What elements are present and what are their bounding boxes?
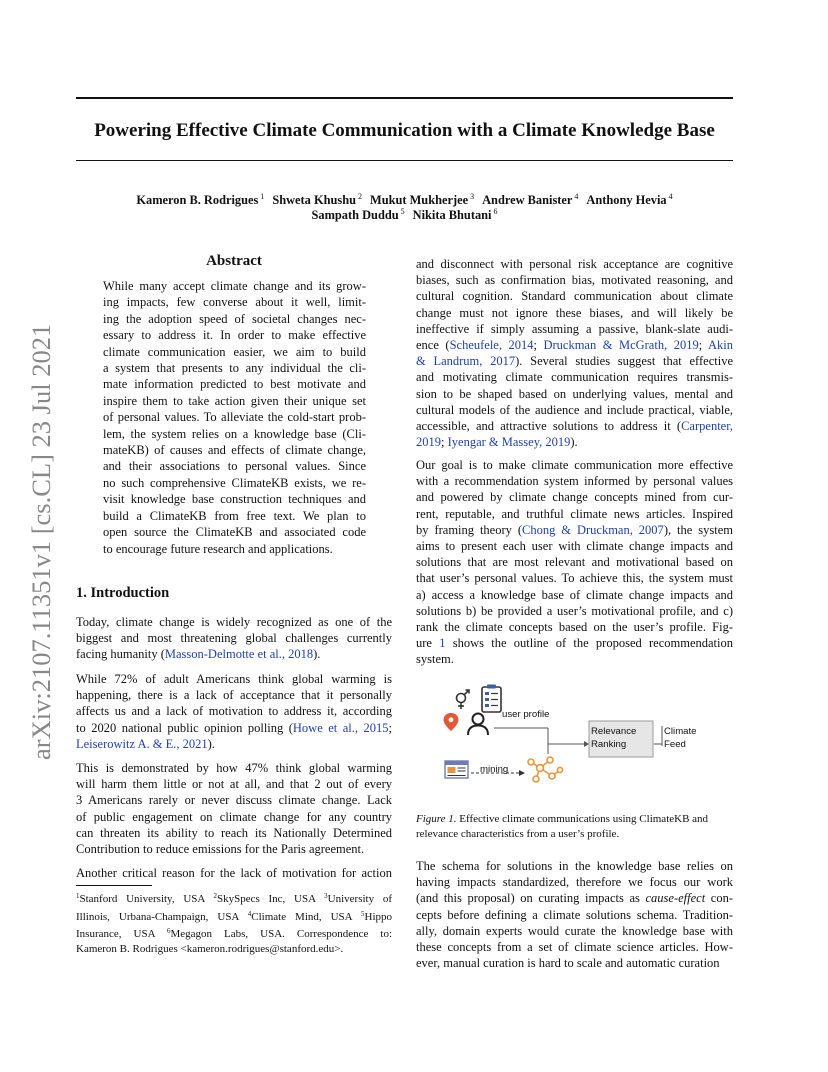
text-segment: ;: [441, 435, 448, 450]
authors-line-2: [76, 207, 733, 223]
text-segment: accessible, and attractive solutions to address it (: [416, 419, 682, 434]
author-name: [272, 193, 362, 207]
text-line: [416, 554, 733, 570]
text-line: [416, 386, 733, 402]
text-segment: ). Several studies suggest that effective: [515, 354, 733, 369]
figure-1-diagram: [416, 682, 733, 790]
citation-link[interactable]: 1: [439, 636, 446, 651]
text-line: [416, 522, 733, 538]
text-line: [76, 776, 392, 792]
text-segment: 3 Americans rarely or never discuss climate change. Lack: [76, 793, 392, 808]
text-line: [416, 603, 733, 619]
text-segment: ).: [313, 647, 321, 662]
author-name: [586, 193, 672, 207]
paper-title: Powering Effective Climate Communication with a Climate Knowledge Base: [94, 120, 715, 141]
text-line: [76, 942, 392, 957]
text-line: [416, 619, 733, 635]
profile-document-icon: [482, 685, 501, 713]
author-name: [370, 193, 474, 207]
text-line: [416, 473, 733, 489]
text-line: [76, 841, 392, 857]
right-paragraph-3: [416, 858, 733, 971]
intro-paragraph-2: [76, 671, 392, 752]
figure-caption-text-1: Effective climate communications using ClimateKB and: [456, 813, 709, 825]
abstract-line: essary to address it. In order to make effective: [103, 328, 366, 343]
intro-paragraph-1: [76, 614, 392, 663]
text-line: [416, 874, 733, 890]
text-segment: a) access a knowledge base of climate change impacts and: [416, 587, 733, 602]
title-top-rule: [76, 97, 733, 99]
text-segment: these concepts from a set of climate science articles. How-: [416, 940, 733, 955]
text-segment: Megagon Labs, USA. Correspondence to:: [170, 928, 392, 941]
text-line: [76, 809, 392, 825]
text-line: [416, 538, 733, 554]
text-line: [76, 671, 392, 687]
text-segment: ever, manual curation is hard to scale and automatic curation: [416, 956, 720, 971]
text-segment: facing humanity (: [76, 647, 165, 662]
text-line: [416, 923, 733, 939]
author-affiliation-number: 1: [260, 192, 265, 201]
text-segment: to 2020 national public opinion polling (: [76, 720, 293, 735]
text-line: [416, 272, 733, 288]
affiliation-superscript: 5: [361, 909, 365, 918]
text-line: [416, 321, 733, 337]
text-segment: that user’s personal values. To achieve this, the system must: [416, 571, 733, 586]
text-segment: shows the outline of the proposed recommendation: [445, 636, 733, 651]
news-article-icon: [445, 761, 468, 778]
text-segment: ;: [698, 338, 709, 353]
citation-link[interactable]: & Landrum, 2017: [416, 354, 516, 369]
figure-output-label-2: Feed: [664, 739, 686, 750]
text-segment: rent, reputable, and truthful climate news articles. Inspired: [416, 506, 733, 521]
abstract-line: climate communication easier, we aim to build: [103, 344, 366, 359]
text-line: [76, 889, 392, 907]
abstract-line: open source the ClimateKB and associated code: [103, 525, 366, 540]
text-line: [416, 305, 733, 321]
text-segment: con-: [705, 891, 733, 906]
figure-mining-label: mining: [480, 764, 509, 775]
text-segment: ).: [207, 736, 215, 751]
figure-output-label-1: Climate: [664, 726, 697, 737]
affiliation-superscript: 4: [247, 909, 252, 918]
citation-link[interactable]: 2019: [416, 435, 441, 450]
text-line: [416, 635, 733, 651]
abstract-line: ing the adoption speed of societal changes nec-: [103, 311, 366, 326]
citation-link[interactable]: Iyengar & Massey, 2019: [447, 435, 571, 450]
text-segment: system.: [416, 652, 454, 667]
author-name-text: Kameron B. Rodrigues: [136, 193, 259, 207]
abstract-line: of personal values. To alleviate the cold-start prob-: [103, 410, 366, 425]
text-segment: aims to present each user with climate change impacts and: [416, 539, 733, 554]
text-segment: and disconnect with personal risk acceptance are cognitive: [416, 257, 733, 271]
text-segment: ;: [533, 338, 544, 353]
text-segment: change must not ignore these biases, and will likely be: [416, 305, 733, 320]
citation-link[interactable]: Scheufele, 2014: [449, 338, 534, 353]
text-segment: ), the system: [663, 522, 733, 537]
knowledge-graph-icon: [528, 757, 563, 782]
text-line: [416, 955, 733, 971]
text-segment: Kameron B. Rodrigues <kameron.rodrigues@stanford.edu>.: [76, 942, 344, 955]
abstract-line: mate information predicted to best motivate and: [103, 377, 366, 392]
text-segment: Illinois, Urbana-Champaign, USA: [76, 910, 248, 923]
text-line: [416, 434, 733, 450]
abstract-line: mateKB) of causes and effects of climate change,: [103, 443, 366, 458]
text-line: [76, 792, 392, 808]
text-line: [416, 353, 733, 369]
text-segment: solutions that are most relevant and motivational based on: [416, 555, 733, 570]
text-segment: ence (: [416, 338, 450, 353]
text-segment: This is demonstrated by how 47% think global warming: [76, 761, 392, 775]
text-segment: The schema for solutions in the knowledge base relies on: [416, 859, 733, 873]
emphasis-text: cause-effect: [645, 891, 706, 906]
text-segment: Today, climate change is widely recognized as one of the: [76, 615, 392, 629]
text-line: [76, 924, 392, 942]
text-segment: of public engagement on climate change for any country: [76, 809, 392, 824]
text-segment: Contribution to reduce emissions for the Paris agreement.: [76, 842, 365, 857]
author-name: [413, 208, 498, 222]
text-segment: cepts before defining a climate solutions schema. Tradition-: [416, 907, 733, 922]
text-line: [416, 939, 733, 955]
text-segment: with a recommendation system informed by personal values: [416, 474, 733, 489]
text-line: [416, 457, 733, 473]
text-segment: Another critical reason for the lack of motivation for action: [76, 866, 392, 880]
affiliation-superscript: 1: [76, 892, 80, 900]
author-affiliation-number: 2: [358, 192, 363, 201]
text-segment: Insurance, USA: [76, 928, 167, 941]
text-line: [76, 614, 392, 630]
citation-link[interactable]: Chong & Druckman, 2007: [522, 522, 664, 537]
abstract-line: inspire them to take action given their unique set: [103, 393, 366, 408]
text-segment: will harm them little or not at all, and that 2 out of every: [76, 777, 392, 792]
footnote-affiliations: [76, 889, 392, 956]
text-segment: ure: [416, 636, 440, 651]
person-icon: [468, 714, 488, 736]
abstract-heading: Abstract: [206, 253, 262, 269]
abstract-line: build a ClimateKB from free text. We plan to: [103, 508, 366, 523]
citation-link[interactable]: Leiserowitz A. & E., 2021: [76, 736, 208, 751]
abstract-body: [103, 278, 366, 557]
text-line: [76, 825, 392, 841]
citation-link[interactable]: Carpenter,: [681, 419, 733, 434]
text-segment: ).: [570, 435, 578, 450]
text-line: [76, 703, 392, 719]
author-name: [312, 208, 405, 222]
text-segment: biases, such as confirmation bias, motivated reasoning, and: [416, 273, 733, 288]
arxiv-sidebar-id: arXiv:2107.11351v1 [cs.CL] 23 Jul 2021: [26, 323, 56, 760]
citation-link[interactable]: Akin: [708, 338, 734, 353]
authors-line-1: [76, 192, 733, 208]
abstract-line: lem, the system relies on a knowledge base (Cli-: [103, 426, 366, 441]
author-affiliation-number: 4: [574, 192, 579, 201]
text-line: [416, 651, 733, 667]
footnote-rule: [76, 885, 152, 886]
author-name: [482, 193, 578, 207]
text-line: [76, 687, 392, 703]
figure-caption-label: Figure 1.: [416, 813, 457, 825]
text-segment: cultural models of the audience and include practical, viable,: [416, 402, 733, 417]
section-heading-introduction: 1. Introduction: [76, 585, 170, 601]
affiliation-superscript: 2: [213, 892, 217, 900]
text-line: [76, 736, 392, 752]
text-line: [416, 858, 733, 874]
gender-symbol-icon: [457, 690, 470, 709]
text-segment: affects us and a lack of motivation to address it, according: [76, 704, 392, 719]
text-line: [416, 907, 733, 923]
text-segment: and motivating climate communication requires transmis-: [416, 370, 733, 385]
intro-paragraph-3: [76, 760, 392, 857]
figure-ranking-label-2: Ranking: [591, 739, 627, 750]
author-name-text: Sampath Duddu: [311, 208, 399, 222]
figure-1-caption: [416, 812, 733, 842]
abstract-line: no such comprehensive ClimateKB exists, we re-: [103, 475, 366, 490]
citation-link[interactable]: Masson-Delmotte et al., 2018: [164, 647, 314, 662]
text-line: [416, 506, 733, 522]
text-line: [416, 489, 733, 505]
text-segment: happening, there is a lack of acceptance that it personally: [76, 688, 392, 703]
abstract-line: a system that presents to any individual the cli-: [103, 361, 366, 376]
author-name-text: Mukut Mukherjee: [370, 193, 469, 207]
affiliation-superscript: 6: [166, 927, 171, 936]
author-name-text: Shweta Khushu: [272, 193, 357, 207]
location-pin-icon: [444, 713, 459, 731]
text-segment: ally, domain experts would curate the knowledge base with: [416, 923, 733, 938]
author-name: [136, 193, 264, 207]
citation-link[interactable]: Howe et al., 2015: [292, 720, 389, 735]
author-name-text: Anthony Hevia: [586, 193, 667, 207]
text-segment: Stanford University, USA: [79, 893, 214, 905]
author-affiliation-number: 4: [668, 192, 673, 201]
text-segment: solutions b) be provided a user’s motivational profile, and c): [416, 603, 733, 618]
text-line: [416, 288, 733, 304]
affiliation-superscript: 3: [324, 892, 328, 900]
text-segment: biggest and most threatening global challenges currently: [76, 631, 392, 646]
text-segment: Our goal is to make climate communication more effective: [416, 458, 733, 472]
text-line: [416, 369, 733, 385]
abstract-line: ing impacts, few converse about it well, limit-: [103, 295, 366, 310]
text-line: [416, 418, 733, 434]
figure-ranking-label-1: Relevance: [591, 726, 637, 737]
figure-user-profile-label: user profile: [502, 709, 550, 720]
text-segment: sion to be shaped based on underlying values, mental and: [416, 386, 733, 401]
text-line: [76, 646, 392, 662]
text-line: [416, 587, 733, 603]
text-segment: having impacts standardized, therefore we focus our work: [416, 875, 733, 890]
text-segment: (and this proposal) on curating impacts as: [416, 891, 646, 906]
author-affiliation-number: 5: [400, 207, 405, 216]
text-line: [416, 337, 733, 353]
text-segment: ineffective if simply assuming a passive, blank-slate audi-: [416, 321, 733, 336]
text-line: [416, 570, 733, 586]
text-segment: by framing theory (: [416, 522, 523, 537]
right-paragraph-2: [416, 457, 733, 668]
text-segment: and powered by climate change concepts mined from cur-: [416, 490, 733, 505]
title-bottom-rule: [76, 160, 733, 161]
text-line: [76, 907, 392, 925]
author-name-text: Nikita Bhutani: [412, 208, 492, 222]
text-line: [416, 256, 733, 272]
figure-caption-text-2: relevance characteristics from a user’s profile.: [416, 828, 620, 840]
text-line: [416, 890, 733, 906]
text-line: [76, 720, 392, 736]
author-affiliation-number: 3: [470, 192, 475, 201]
text-segment: can threaten its ability to reach its Nationally Determined: [76, 825, 392, 840]
text-segment: SkySpecs Inc, USA: [216, 893, 325, 905]
text-line: [416, 402, 733, 418]
abstract-line: to encourage future research and applications.: [103, 541, 333, 556]
citation-link[interactable]: Druckman & McGrath, 2019: [543, 338, 699, 353]
right-paragraph-1: [416, 256, 733, 450]
text-segment: University of: [327, 893, 392, 905]
abstract-line: While many accept climate change and its grow-: [103, 279, 366, 293]
text-segment: ;: [388, 720, 392, 735]
author-name-text: Andrew Banister: [482, 193, 573, 207]
text-line: [76, 760, 392, 776]
abstract-line: visit knowledge base construction techniques and: [103, 492, 366, 507]
intro-paragraph-4: [76, 865, 392, 881]
text-segment: rank the climate concepts based on the user’s profile. Fig-: [416, 620, 733, 635]
text-segment: Climate Mind, USA: [251, 910, 361, 923]
text-segment: While 72% of adult Americans think global warming is: [76, 672, 392, 686]
text-segment: cultural cognition. Standard communication about climate: [416, 289, 733, 304]
text-line: [76, 865, 392, 881]
author-affiliation-number: 6: [493, 207, 498, 216]
text-line: [76, 630, 392, 646]
text-segment: Hippo: [364, 910, 392, 923]
abstract-line: and their associations to personal values. Since: [103, 459, 366, 474]
